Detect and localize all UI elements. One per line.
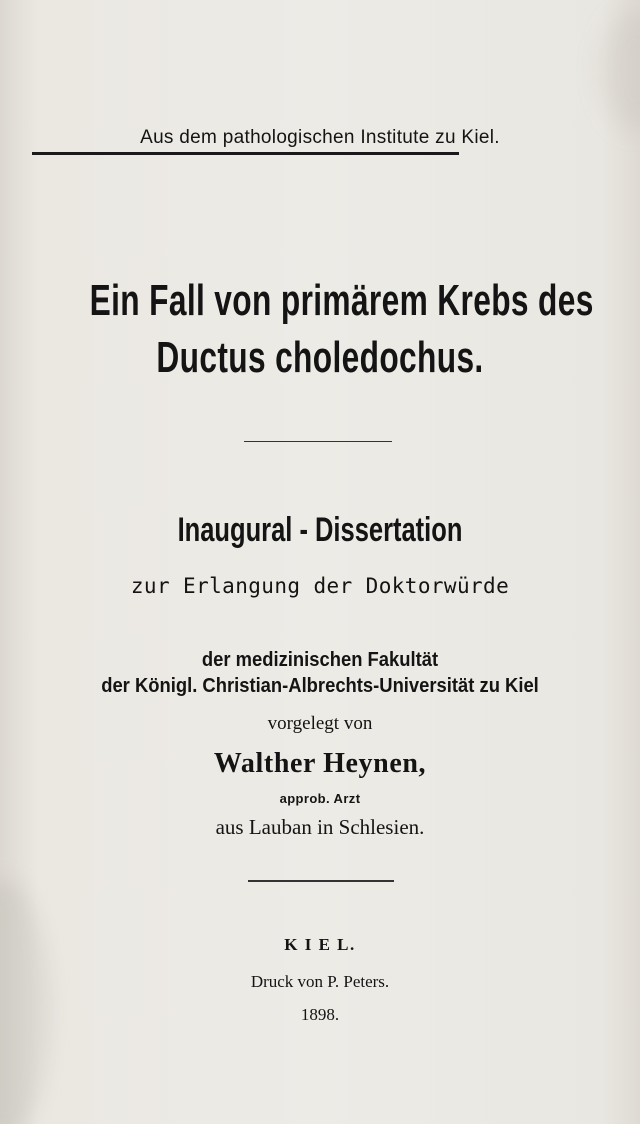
dissertation-heading: Inaugural - Dissertation <box>177 511 463 549</box>
header-underline <box>32 152 459 155</box>
author-qualification: approb. Arzt <box>279 791 361 806</box>
divider-rule <box>244 441 392 442</box>
title-line-2: Ductus choledochus. <box>156 333 484 382</box>
faculty-line-2: der Königl. Christian-Albrechts-Universität zu Kiel <box>101 675 539 697</box>
imprint-printer: Druck von P. Peters. <box>250 972 390 991</box>
paper-stain <box>0 880 50 1124</box>
author-origin: aus Lauban in Schlesien. <box>215 815 425 839</box>
presented-by: vorgelegt von <box>267 713 373 734</box>
degree-purpose: zur Erlangung der Doktorwürde <box>130 574 510 598</box>
title-line-1: Ein Fall von primärem Krebs des <box>89 276 594 325</box>
author-name: Walther Heynen, <box>213 748 427 779</box>
institute-header: Aus dem pathologischen Institute zu Kiel. <box>140 127 500 148</box>
imprint-year: 1898. <box>300 1005 340 1024</box>
faculty-line-1: der medizinischen Fakultät <box>201 649 439 671</box>
divider-rule <box>248 880 394 882</box>
imprint-city: K I E L. <box>284 935 356 954</box>
paper-stain <box>600 10 640 130</box>
